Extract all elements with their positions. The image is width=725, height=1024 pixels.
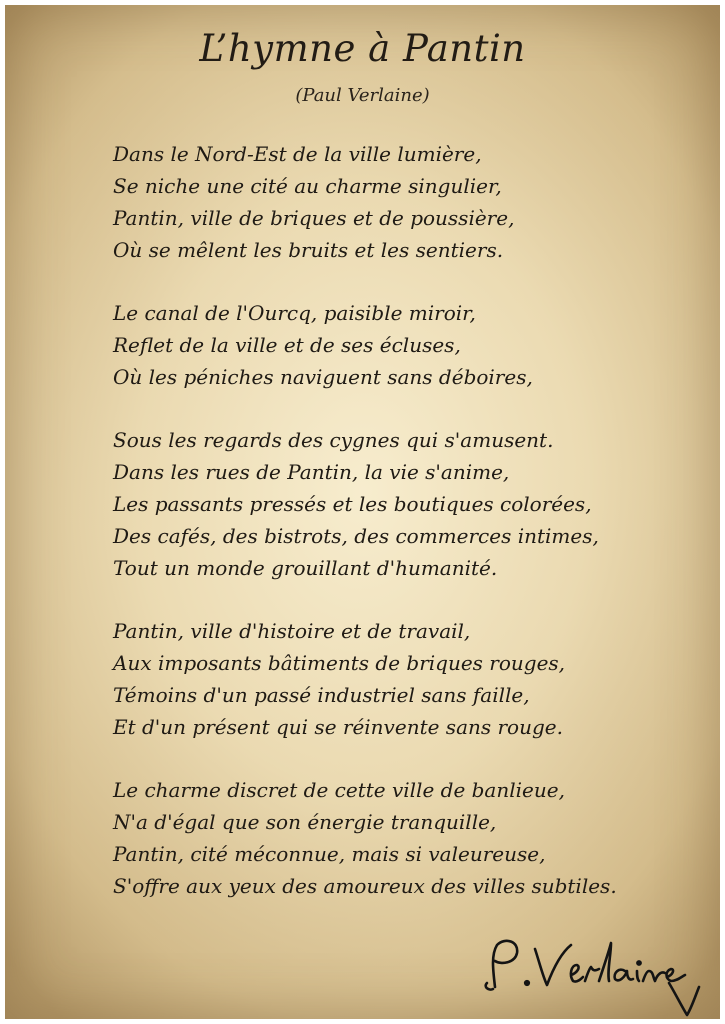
poem-line: Dans le Nord-Est de la ville lumière,: [113, 142, 482, 166]
poem-body: [113, 138, 703, 933]
stanza-4: [113, 615, 703, 743]
poem-line: Se niche une cité au charme singulier,: [113, 174, 502, 198]
stanza-1: [113, 138, 703, 266]
poem-line: S'offre aux yeux des amoureux des villes subtiles.: [113, 874, 617, 898]
stanza-5: [113, 774, 703, 902]
poem-line: Témoins d'un passé industriel sans faille,: [113, 683, 530, 707]
poem-line: Sous les regards des cygnes qui s'amusent.: [113, 428, 554, 452]
poem-line: Tout un monde grouillant d'humanité.: [113, 556, 498, 580]
stanza-3: [113, 424, 703, 584]
poem-line: Le charme discret de cette ville de banlieue,: [113, 778, 565, 802]
poem-author: (Paul Verlaine): [295, 85, 430, 106]
poem-line: Pantin, ville de briques et de poussière,: [113, 206, 515, 230]
poem-line: Dans les rues de Pantin, la vie s'anime,: [113, 460, 510, 484]
poem-line: Où les péniches naviguent sans déboires,: [113, 365, 533, 389]
poem-line: N'a d'égal que son énergie tranquille,: [113, 810, 497, 834]
stanza-2: [113, 297, 703, 393]
poem-line: Et d'un présent qui se réinvente sans rouge.: [113, 715, 563, 739]
poem-line: Aux imposants bâtiments de briques rouges,: [113, 651, 566, 675]
poem-line: Des cafés, des bistrots, des commerces intimes,: [113, 524, 599, 548]
poem-title: L’hymne à Pantin: [199, 27, 526, 70]
poem-line: Les passants pressés et les boutiques colorées,: [113, 492, 592, 516]
parchment-page: [5, 5, 720, 1019]
poem-line: Où se mêlent les bruits et les sentiers.: [113, 238, 504, 262]
poem-line: Le canal de l'Ourcq, paisible miroir,: [113, 301, 476, 325]
poem-line: Pantin, ville d'histoire et de travail,: [113, 619, 471, 643]
signature-icon: [473, 925, 713, 1019]
poem-line: Pantin, cité méconnue, mais si valeureuse,: [113, 842, 546, 866]
poem-line: Reflet de la ville et de ses écluses,: [113, 333, 461, 357]
